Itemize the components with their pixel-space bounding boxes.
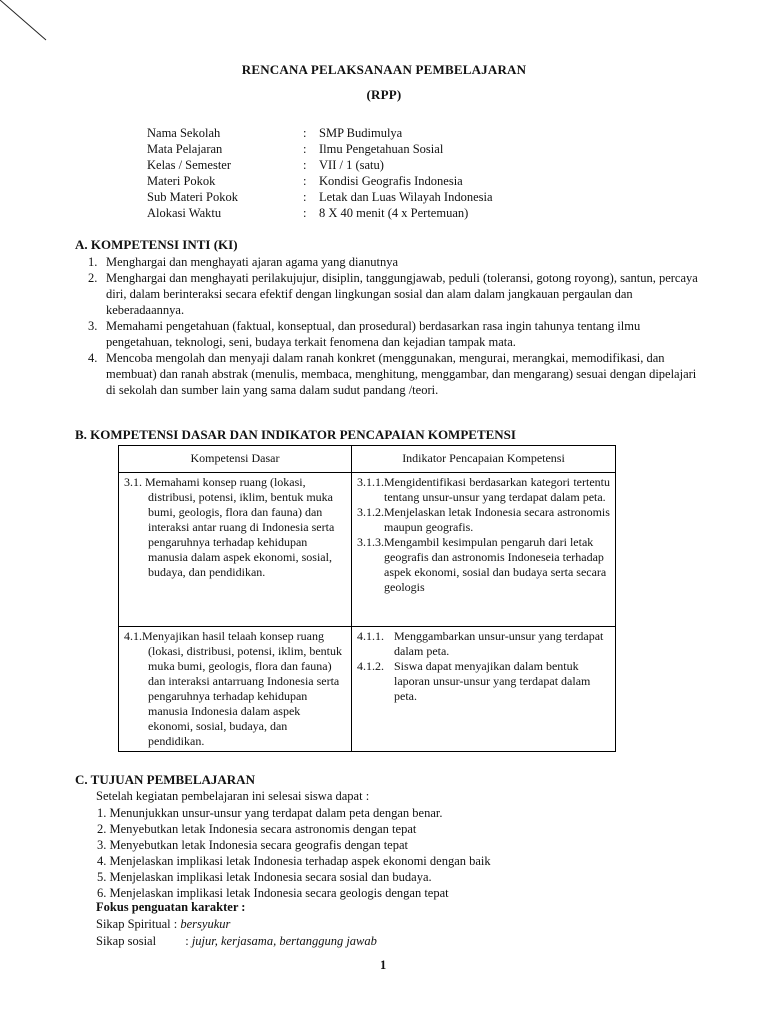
document-title: RENCANA PELAKSANAAN PEMBELAJARAN — [241, 62, 527, 77]
table-cell-kd — [119, 627, 352, 752]
kd-text: 3.1. Memahami konsep ruang (lokasi, distribusi, potensi, iklim, bentuk muka bumi, geologis, flora dan fauna) dan interaksi antar ruang di Indonesia serta pengaruhnya terhadap kehidupan manusia dalam aspek ekonomi, sosial, budaya, dan pendidikan. — [124, 475, 335, 579]
identity-value: Letak dan Luas Wilayah Indonesia — [319, 190, 493, 204]
list-number: 2. — [88, 271, 98, 285]
social-label: Sikap sosial — [96, 934, 157, 948]
section-a-heading: A. KOMPETENSI INTI (KI) — [75, 237, 238, 252]
section-a-list — [88, 254, 703, 398]
identity-label: Mata Pelajaran — [147, 142, 223, 156]
identity-colon: : — [303, 174, 307, 188]
section-b-heading: B. KOMPETENSI DASAR DAN INDIKATOR PENCAPAIAN KOMPETENSI — [75, 427, 516, 442]
identity-label: Nama Sekolah — [147, 126, 221, 140]
list-text: Memahami pengetahuan (faktual, konseptual, dan prosedural) berdasarkan rasa ingin tahunya tentang ilmu pengetahuan, teknologi, seni, budaya terkait fenomena dan kejadian tampak mata. — [106, 319, 641, 349]
indicator-text: Mengidentifikasi berdasarkan kategori tertentu tentang unsur-unsur yang terdapat dalam peta. — [384, 475, 610, 504]
identity-colon: : — [303, 126, 307, 140]
list-item: 5. Menjelaskan implikasi letak Indonesia secara sosial dan budaya. — [97, 870, 432, 884]
indicator-number: 4.1.2. — [357, 659, 384, 673]
table-header-row — [119, 446, 616, 473]
table-cell-indicators — [352, 627, 616, 752]
table-row — [119, 627, 616, 752]
identity-label: Kelas / Semester — [147, 158, 232, 172]
list-number: 3. — [88, 319, 98, 333]
indicator-item — [357, 505, 610, 535]
indicator-number: 3.1.1. — [357, 475, 384, 489]
identity-label: Sub Materi Pokok — [147, 190, 238, 204]
spiritual-value: bersyukur — [180, 917, 231, 931]
identity-value: Kondisi Geografis Indonesia — [319, 174, 463, 188]
list-item — [88, 270, 703, 318]
table-row — [119, 473, 616, 627]
learning-goals-list — [97, 805, 491, 901]
focus-heading: Fokus penguatan karakter : — [96, 900, 246, 914]
column-header: Indikator Pencapaian Kompetensi — [352, 446, 616, 473]
section-c-heading: C. TUJUAN PEMBELAJARAN — [75, 772, 255, 787]
list-item: 4. Menjelaskan implikasi letak Indonesia terhadap aspek ekonomi dengan baik — [97, 854, 491, 868]
indicator-text: Menjelaskan letak Indonesia secara astronomis maupun geografis. — [384, 505, 610, 534]
identity-value: Ilmu Pengetahuan Sosial — [319, 142, 444, 156]
list-item: 3. Menyebutkan letak Indonesia secara geografis dengan tepat — [97, 838, 408, 852]
identity-colon: : — [303, 142, 307, 156]
indicator-item — [357, 629, 610, 659]
identity-label: Materi Pokok — [147, 174, 216, 188]
column-header: Kompetensi Dasar — [119, 446, 352, 473]
list-item: 1. Menunjukkan unsur-unsur yang terdapat dalam peta dengan benar. — [97, 806, 443, 820]
identity-colon: : — [303, 206, 307, 220]
social-value: jujur, kerjasama, bertanggung jawab — [191, 934, 377, 948]
list-item: 6. Menjelaskan implikasi letak Indonesia secara geologis dengan tepat — [97, 886, 449, 900]
identity-value: 8 X 40 menit (4 x Pertemuan) — [319, 206, 469, 220]
indicator-item — [357, 475, 610, 505]
list-item: 2. Menyebutkan letak Indonesia secara astronomis dengan tepat — [97, 822, 417, 836]
identity-label: Alokasi Waktu — [147, 206, 222, 220]
list-text: Menghargai dan menghayati perilakujujur, disiplin, tanggungjawab, peduli (toleransi, gotong royong), santun, percaya diri, dalam berinteraksi secara efektif dengan lingkungan sosial dan alam dalam jangkauan pergaulan dan keberadaannya. — [106, 271, 698, 317]
page-number: 1 — [380, 958, 387, 972]
competency-table — [118, 445, 616, 752]
indicator-number: 4.1.1. — [357, 629, 384, 643]
identity-colon: : — [303, 158, 307, 172]
social-colon: : — [185, 934, 189, 948]
document-subtitle: (RPP) — [366, 87, 402, 102]
corner-decoration-line — [0, 0, 60, 50]
identity-value: VII / 1 (satu) — [319, 158, 384, 172]
list-number: 1. — [88, 255, 98, 269]
table-cell-indicators — [352, 473, 616, 627]
spiritual-label: Sikap Spiritual : — [96, 917, 178, 931]
indicator-text: Mengambil kesimpulan pengaruh dari letak geografis dan astronomis Indoneseia terhadap aspek ekonomi, sosial dan budaya serta secara geologis — [384, 535, 607, 594]
spiritual-row — [96, 917, 230, 932]
kd-text: 4.1.Menyajikan hasil telaah konsep ruang (lokasi, distribusi, potensi, iklim, bentuk muka bumi, geologis, flora dan fauna) dan interaksi antarruang Indonesia serta pengaruhnya terhadap kehidupan manusia Indonesia dalam aspek ekonomi, sosial, budaya, dan pendidikan. — [124, 629, 342, 748]
list-text: Menghargai dan menghayati ajaran agama yang dianutnya — [106, 255, 399, 269]
identity-value: SMP Budimulya — [319, 126, 403, 140]
list-text: Mencoba mengolah dan menyaji dalam ranah konkret (menggunakan, mengurai, merangkai, memodifikasi, dan membuat) dan ranah abstrak (menulis, membaca, menghitung, menggambar, dan mengarang) sesuai dengan dipelajari di sekolah dan sumber lain yang sama dalam sudut pandang /teori. — [106, 351, 697, 397]
identity-colon: : — [303, 190, 307, 204]
indicator-number: 3.1.2. — [357, 505, 384, 519]
list-item — [88, 318, 703, 350]
list-number: 4. — [88, 351, 98, 365]
indicator-number: 3.1.3. — [357, 535, 384, 549]
list-item — [88, 350, 703, 398]
indicator-item — [357, 659, 610, 704]
table-cell-kd — [119, 473, 352, 627]
indicator-item — [357, 535, 610, 595]
list-item — [88, 254, 703, 270]
section-c-intro: Setelah kegiatan pembelajaran ini selesai siswa dapat : — [96, 789, 370, 803]
indicator-text: Siswa dapat menyajikan dalam bentuk laporan unsur-unsur yang terdapat dalam peta. — [394, 659, 591, 703]
indicator-text: Menggambarkan unsur-unsur yang terdapat dalam peta. — [394, 629, 604, 658]
social-row — [96, 934, 377, 949]
